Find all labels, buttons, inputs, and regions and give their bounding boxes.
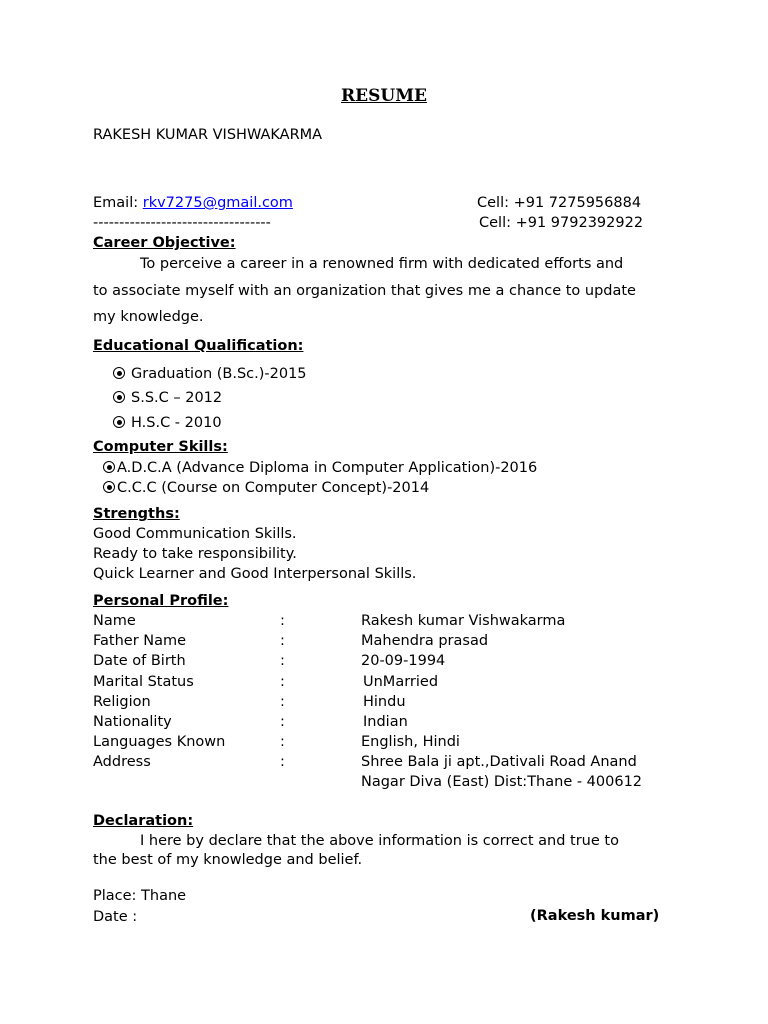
career-objective-heading: Career Objective: (93, 235, 236, 251)
profile-value: Hindu (363, 694, 406, 710)
email-label: Email: (93, 195, 143, 211)
profile-label: Father Name (93, 633, 187, 649)
education-item: H.S.C - 2010 (113, 416, 222, 431)
strength-item: Ready to take responsibility. (93, 546, 297, 562)
profile-label: Date of Birth (93, 653, 186, 669)
profile-label: Address (93, 754, 151, 770)
candidate-name: RAKESH KUMAR VISHWAKARMA (93, 127, 323, 143)
profile-value: UnMarried (363, 674, 439, 690)
profile-value: Shree Bala ji apt.,Dativali Road Anand (361, 754, 637, 770)
profile-value: 20-09-1994 (361, 653, 446, 669)
date: Date : (93, 909, 138, 925)
cell-2: Cell: +91 9792392922 (479, 215, 644, 231)
computer-skills-heading: Computer Skills: (93, 439, 228, 455)
education-item: S.S.C – 2012 (113, 391, 222, 406)
career-line-2: to associate myself with an organization that gives me a chance to update (93, 283, 636, 299)
place: Place: Thane (93, 888, 187, 904)
education-heading: Educational Qualification: (93, 338, 304, 354)
email-line (93, 196, 293, 211)
personal-profile-heading: Personal Profile: (93, 593, 229, 609)
declaration-line-1: I here by declare that the above information is correct and true to (140, 833, 619, 849)
resume-title: RESUME (341, 86, 427, 106)
computer-skill-item: A.D.C.A (Advance Diploma in Computer Application)-2016 (103, 461, 537, 476)
profile-label: Marital Status (93, 674, 194, 690)
profile-separator: : (280, 613, 285, 629)
bullet-icon (113, 367, 125, 379)
profile-separator: : (280, 714, 285, 730)
address-line-2: Nagar Diva (East) Dist:Thane - 400612 (361, 774, 643, 790)
declaration-heading: Declaration: (93, 813, 194, 829)
profile-separator: : (280, 633, 285, 649)
email-link[interactable]: rkv7275@gmail.com (142, 195, 293, 211)
strength-item: Quick Learner and Good Interpersonal Skills. (93, 566, 417, 582)
profile-label: Languages Known (93, 734, 226, 750)
profile-separator: : (280, 674, 285, 690)
cell-1: Cell: +91 7275956884 (477, 195, 642, 211)
profile-value: Mahendra prasad (361, 633, 489, 649)
profile-label: Religion (93, 694, 151, 710)
career-line-3: my knowledge. (93, 309, 204, 325)
profile-label: Nationality (93, 714, 172, 730)
profile-separator: : (280, 653, 285, 669)
bullet-icon (103, 461, 115, 473)
profile-label: Name (93, 613, 136, 629)
profile-value: English, Hindi (361, 734, 460, 750)
career-line-1: To perceive a career in a renowned firm with dedicated efforts and (140, 256, 624, 272)
profile-separator: : (280, 734, 285, 750)
computer-skill-item: C.C.C (Course on Computer Concept)-2014 (103, 481, 429, 496)
profile-value: Rakesh kumar Vishwakarma (361, 613, 566, 629)
divider-line: ---------------------------------- (93, 215, 271, 231)
profile-separator: : (280, 754, 285, 770)
bullet-icon (113, 416, 125, 428)
strength-item: Good Communication Skills. (93, 526, 297, 542)
strengths-heading: Strengths: (93, 506, 180, 522)
profile-value: Indian (363, 714, 408, 730)
profile-separator: : (280, 694, 285, 710)
bullet-icon (103, 481, 115, 493)
bullet-icon (113, 391, 125, 403)
education-item: Graduation (B.Sc.)-2015 (113, 367, 307, 382)
signature: (Rakesh kumar) (530, 908, 660, 924)
declaration-line-2: the best of my knowledge and belief. (93, 852, 363, 868)
